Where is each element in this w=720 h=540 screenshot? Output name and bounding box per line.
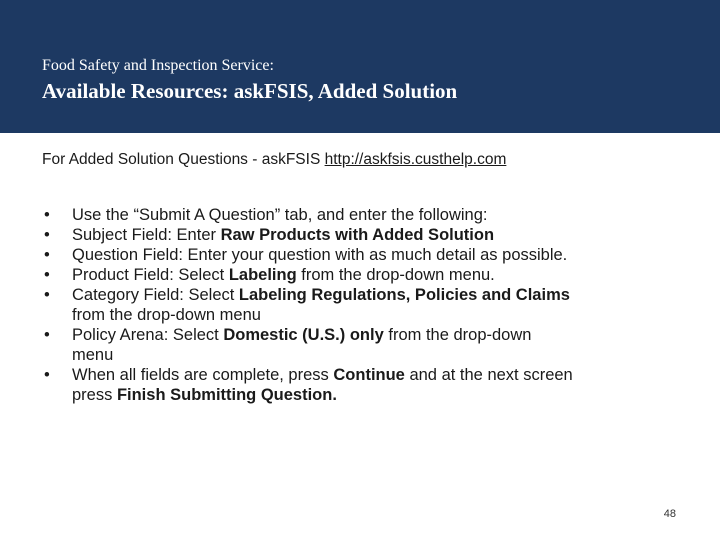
list-item-text: Product Field: Select [72,266,229,284]
list-item-bold: Labeling [228,266,297,284]
list-item-text: Subject Field: Enter [72,226,221,244]
instruction-list [0,205,720,405]
list-item-text: Question Field: Enter your question with as much detail as possible. [72,246,568,264]
header-banner [0,0,720,133]
list-item [0,265,720,285]
list-item-text: from the drop-down [383,326,532,344]
page-number: 48 [663,508,676,520]
list-item-text: and at the next screen [404,366,573,384]
list-item-bold: Domestic (U.S.) only [223,326,384,344]
list-item [0,205,720,225]
intro-text: For Added Solution Questions - askFSIS [42,151,325,168]
bullet-marker: • [44,326,50,344]
header-subtitle: Food Safety and Inspection Service: [42,57,274,74]
bullet-marker: • [44,286,50,304]
list-item [0,285,720,325]
list-item [0,325,720,365]
list-item-text: When all fields are complete, press [72,366,334,384]
askfsis-link[interactable]: http://askfsis.custhelp.com [324,151,507,168]
list-item-bold: Raw Products with Added Solution [220,226,495,244]
list-item-continuation: menu [72,346,114,364]
list-item-bold: Continue [333,366,405,384]
bullet-marker: • [44,206,50,224]
bullet-marker: • [44,266,50,284]
list-item [0,245,720,265]
list-item-text: press [72,386,117,404]
bullet-marker: • [44,366,50,384]
intro-line [42,151,506,169]
list-item-bold: Finish Submitting Question. [116,386,337,404]
list-item-continuation [72,385,692,405]
list-item-text: from the drop-down menu. [296,266,495,284]
bullet-marker: • [44,226,50,244]
list-item-text: Policy Arena: Select [72,326,224,344]
list-item-bold: Labeling Regulations, Policies and Claims [238,286,570,304]
list-item [0,225,720,245]
list-item-text: Use the “Submit A Question” tab, and enter the following: [72,206,488,224]
list-item-continuation: from the drop-down menu [72,306,261,324]
list-item [0,365,720,405]
slide-title: Available Resources: askFSIS, Added Solution [42,79,458,103]
list-item-text: Category Field: Select [72,286,239,304]
bullet-marker: • [44,246,50,264]
